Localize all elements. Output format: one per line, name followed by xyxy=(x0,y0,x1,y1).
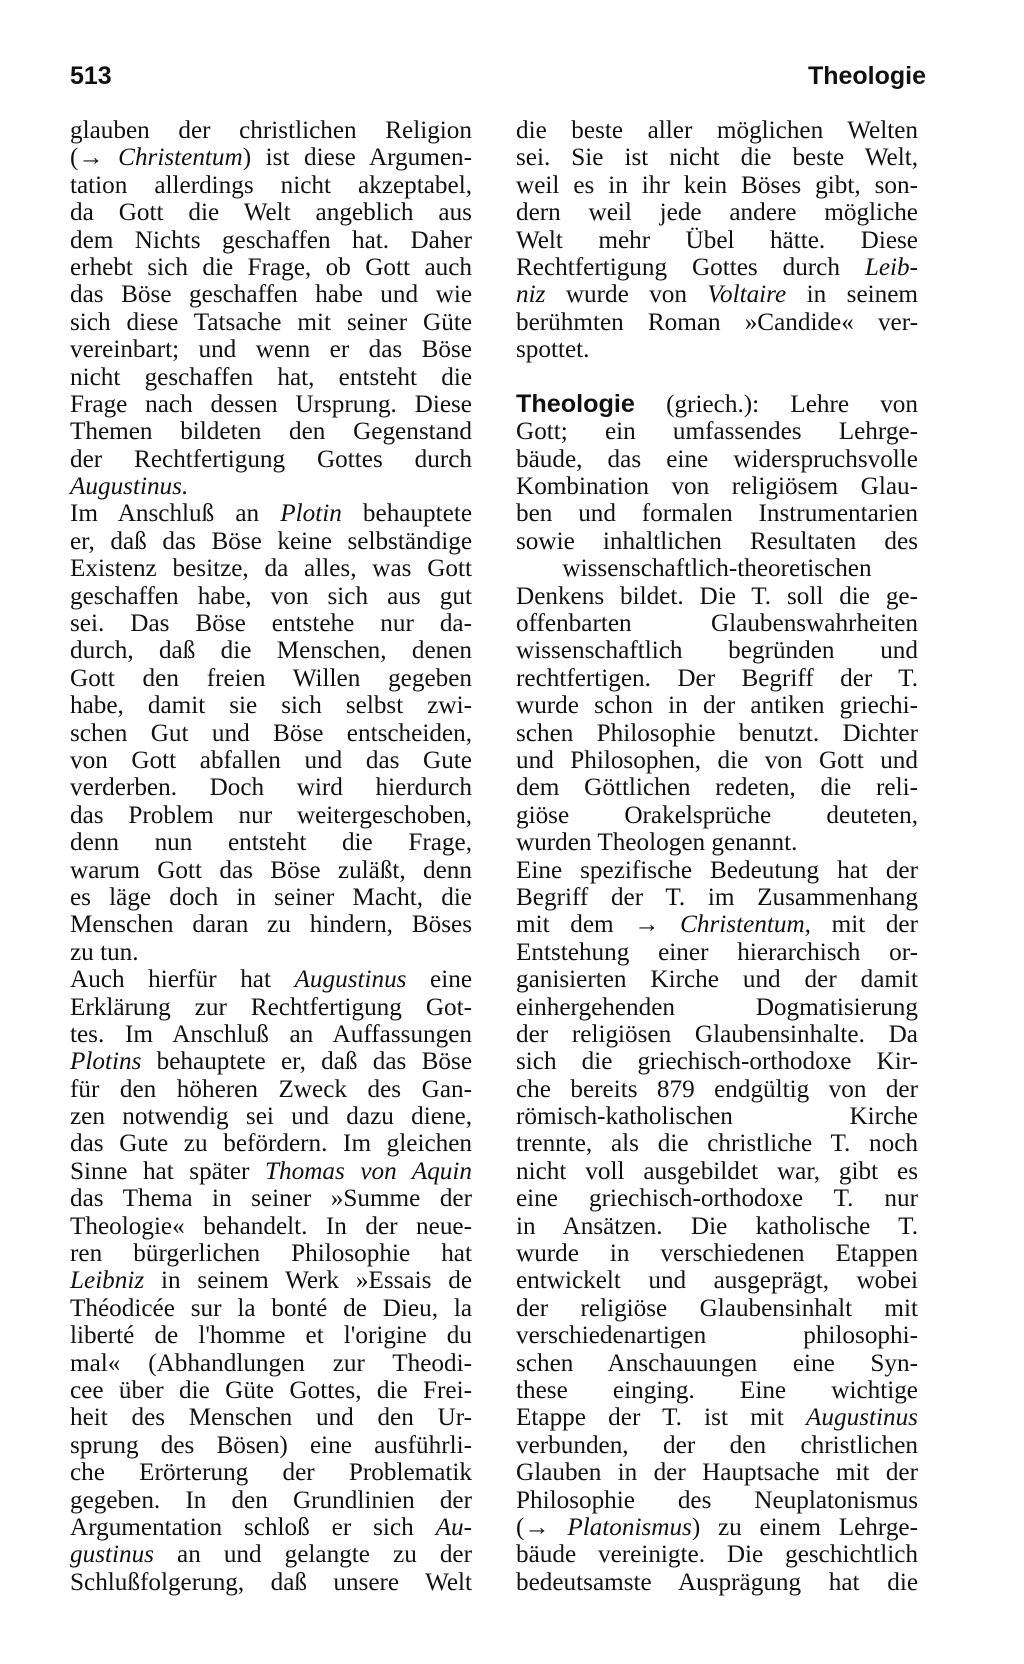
text-segment: ) ist diese Argumen- xyxy=(242,144,472,172)
text-line xyxy=(70,720,472,747)
text-line xyxy=(516,857,918,884)
text-segment: nicht geschaffen hat, entsteht die xyxy=(70,363,472,391)
running-header-title: Theologie xyxy=(807,62,926,90)
text-segment: Gott den freien Willen gegeben xyxy=(70,664,472,692)
text-line xyxy=(516,966,918,993)
text-segment: dem Göttlichen redeten, die reli- xyxy=(516,774,918,802)
text-line xyxy=(516,1240,918,1267)
text-line xyxy=(516,117,918,144)
text-segment: durch, daß die Menschen, denen xyxy=(70,637,472,665)
text-segment: tes. Im Anschluß an Auffassungen xyxy=(70,1020,472,1048)
text-line xyxy=(70,1432,472,1459)
text-segment: Menschen daran zu hindern, Böses xyxy=(70,911,472,939)
text-segment: che bereits 879 endgültig von der xyxy=(516,1075,918,1103)
text-segment: (→ xyxy=(516,1513,568,1541)
text-segment: sei. Das Böse entstehe nur da- xyxy=(70,610,472,638)
text-line xyxy=(70,117,472,144)
text-line xyxy=(516,199,918,226)
paragraph-gap xyxy=(516,364,918,391)
text-line xyxy=(70,774,472,801)
text-line xyxy=(516,391,918,418)
text-segment: Auch hierfür hat xyxy=(70,966,295,994)
text-line xyxy=(70,199,472,226)
text-line xyxy=(70,418,472,445)
text-segment: glauben der christlichen Religion xyxy=(70,117,472,144)
text-segment: mit dem → xyxy=(516,911,681,939)
text-line xyxy=(70,1267,472,1294)
text-segment: ben und formalen Instrumentarien xyxy=(516,500,918,528)
text-segment: sich die griechisch-orthodoxe Kir- xyxy=(516,1048,918,1076)
text-line xyxy=(516,281,918,308)
text-line xyxy=(70,583,472,610)
text-segment: giöse Orakelsprüche deuteten, xyxy=(516,801,918,829)
text-line xyxy=(516,1487,918,1514)
text-segment: bäude, das eine widerspruchsvolle xyxy=(516,445,918,473)
text-line xyxy=(516,610,918,637)
text-segment: der Rechtfertigung Gottes durch xyxy=(70,445,472,473)
text-line xyxy=(516,227,918,254)
text-line xyxy=(70,391,472,418)
text-segment: ) zu einem Lehrge- xyxy=(691,1513,918,1541)
text-segment: schen Anschauungen eine Syn- xyxy=(516,1349,918,1377)
text-line xyxy=(70,1158,472,1185)
text-segment: Welt mehr Übel hätte. Diese xyxy=(516,226,918,254)
text-line xyxy=(516,254,918,281)
italic-reference: Plotins xyxy=(70,1048,142,1076)
text-line xyxy=(70,665,472,692)
text-segment: Erklärung zur Rechtfertigung Got- xyxy=(70,993,472,1021)
text-line xyxy=(70,1076,472,1103)
text-segment: wissenschaftlich begründen und xyxy=(516,637,918,665)
text-segment: warum Gott das Böse zuläßt, denn xyxy=(70,856,472,884)
text-line xyxy=(516,939,918,966)
text-line xyxy=(70,172,472,199)
text-line xyxy=(516,1541,918,1568)
text-line xyxy=(70,1569,472,1596)
text-segment: das Gute zu befördern. Im gleichen xyxy=(70,1130,472,1158)
text-line xyxy=(70,747,472,774)
text-segment: Im Anschluß an xyxy=(70,500,281,528)
text-line xyxy=(70,336,472,363)
text-line xyxy=(516,500,918,527)
text-line xyxy=(516,1213,918,1240)
text-line xyxy=(70,528,472,555)
text-segment: denn nun entsteht die Frage, xyxy=(70,829,472,857)
text-line xyxy=(516,1514,918,1541)
text-line xyxy=(70,1350,472,1377)
text-line xyxy=(70,1130,472,1157)
text-segment: Schlußfolgerung, daß unsere Welt xyxy=(70,1568,472,1596)
text-segment: ganisierten Kirche und der damit xyxy=(516,966,918,994)
italic-reference: Thomas von Aquin xyxy=(265,1157,472,1185)
text-segment: nicht voll ausgebildet war, gibt es xyxy=(516,1157,918,1185)
text-segment: wurde schon in der antiken griechi- xyxy=(516,692,918,720)
text-segment: mit der xyxy=(810,911,919,939)
italic-reference: Voltaire xyxy=(707,281,787,309)
text-segment: sich diese Tatsache mit seiner Güte xyxy=(70,308,472,336)
text-segment: vereinbart; und wenn er das Böse xyxy=(70,336,472,364)
text-segment: cee über die Güte Gottes, die Frei- xyxy=(70,1376,472,1404)
text-segment: che Erörterung der Problematik xyxy=(70,1459,472,1487)
text-segment: spottet. xyxy=(516,336,590,364)
text-segment: Themen bildeten den Gegenstand xyxy=(70,418,472,446)
text-line xyxy=(70,884,472,911)
text-segment: das Problem nur weitergeschoben, xyxy=(70,801,472,829)
text-segment: in seinem Werk »Essais de xyxy=(144,1267,472,1295)
italic-reference: Augustinus xyxy=(806,1404,918,1432)
text-segment: gegeben. In den Grundlinien der xyxy=(70,1486,472,1514)
text-line xyxy=(516,583,918,610)
text-line xyxy=(516,309,918,336)
text-line xyxy=(516,473,918,500)
text-line xyxy=(516,1459,918,1486)
text-line xyxy=(516,1377,918,1404)
text-line xyxy=(70,1213,472,1240)
entry-term: Theologie xyxy=(516,389,635,418)
text-segment: sei. Sie ist nicht die beste Welt, xyxy=(516,144,918,172)
page-number: 513 xyxy=(70,62,112,90)
text-segment: schen Gut und Böse entscheiden, xyxy=(70,719,472,747)
text-segment: Théodicée sur la bonté de Dieu, la xyxy=(70,1294,472,1322)
text-segment: dem Nichts geschaffen hat. Daher xyxy=(70,226,472,254)
text-segment: Etappe der T. ist mit xyxy=(516,1404,807,1432)
text-column-left xyxy=(70,117,472,1596)
text-line xyxy=(516,1322,918,1349)
text-segment: an und gelangte zu der xyxy=(153,1541,472,1569)
text-line xyxy=(516,446,918,473)
text-segment: Existenz besitze, da alles, was Gott xyxy=(70,555,472,583)
text-segment: bäude vereinigte. Die geschichtlich xyxy=(516,1541,918,1569)
text-segment: Eine spezifische Bedeutung hat der xyxy=(516,856,918,884)
text-segment: behauptete er, daß das Böse xyxy=(141,1048,472,1076)
text-segment: da Gott die Welt angeblich aus xyxy=(70,199,472,227)
text-line xyxy=(516,1569,918,1596)
text-segment: wurde in verschiedenen Etappen xyxy=(516,1240,918,1268)
text-segment: das Böse geschaffen habe und wie xyxy=(70,281,472,309)
text-segment: Kombination von religiösem Glau- xyxy=(516,473,918,501)
text-segment: Denkens bildet. Die T. soll die ge- xyxy=(516,582,918,610)
text-segment: wurde von xyxy=(545,281,708,309)
text-line xyxy=(70,829,472,856)
text-line xyxy=(70,692,472,719)
text-line xyxy=(70,1459,472,1486)
text-line xyxy=(516,1267,918,1294)
text-line xyxy=(516,884,918,911)
text-line xyxy=(516,1103,918,1130)
text-segment: römisch-katholischen Kirche xyxy=(516,1103,918,1131)
text-line xyxy=(516,1404,918,1431)
text-segment: zu tun. xyxy=(70,938,139,966)
text-column-right xyxy=(516,117,918,1596)
italic-reference: niz xyxy=(516,281,546,309)
text-segment: und Philosophen, die von Gott und xyxy=(516,746,918,774)
text-line xyxy=(516,1048,918,1075)
text-segment: die beste aller möglichen Welten xyxy=(516,117,918,144)
text-segment: verbunden, der den christlichen xyxy=(516,1431,918,1459)
text-line xyxy=(516,418,918,445)
text-line xyxy=(516,1432,918,1459)
text-line xyxy=(516,1158,918,1185)
text-segment: eine xyxy=(406,966,473,994)
text-segment: (→ xyxy=(70,144,119,172)
text-line xyxy=(516,528,918,555)
text-line xyxy=(70,610,472,637)
text-segment: liberté de l'homme et l'origine du xyxy=(70,1322,472,1350)
text-segment: mal« (Abhandlungen zur Theodi- xyxy=(70,1349,472,1377)
text-line xyxy=(516,1130,918,1157)
text-segment: sowie inhaltlichen Resultaten des xyxy=(516,527,918,555)
text-line xyxy=(70,254,472,281)
italic-reference: Leibniz xyxy=(70,1267,145,1295)
text-segment: eine griechisch-orthodoxe T. nur xyxy=(516,1185,918,1213)
text-segment: geschaffen habe, von sich aus gut xyxy=(70,582,472,610)
text-line xyxy=(516,172,918,199)
text-segment: tation allerdings nicht akzeptabel, xyxy=(70,171,472,199)
text-line xyxy=(70,446,472,473)
italic-reference: Augustinus. xyxy=(70,473,189,501)
text-segment: verschiedenartigen philosophi- xyxy=(516,1322,918,1350)
text-line xyxy=(70,939,472,966)
italic-reference: Plotin xyxy=(280,500,342,528)
text-line xyxy=(70,364,472,391)
text-line xyxy=(70,1103,472,1130)
text-segment: von Gott abfallen und das Gute xyxy=(70,746,472,774)
text-line xyxy=(516,720,918,747)
text-segment: verderben. Doch wird hierdurch xyxy=(70,774,472,802)
text-line xyxy=(70,1185,472,1212)
text-segment: dern weil jede andere mögliche xyxy=(516,199,918,227)
text-segment: zen notwendig sei und dazu diene, xyxy=(70,1103,472,1131)
text-line xyxy=(516,1295,918,1322)
text-segment: bedeutsamste Ausprägung hat die xyxy=(516,1568,918,1596)
text-segment: rechtfertigen. Der Begriff der T. xyxy=(516,664,918,692)
text-line xyxy=(70,1487,472,1514)
text-line xyxy=(70,473,472,500)
text-line xyxy=(516,994,918,1021)
text-segment: Rechtfertigung Gottes durch xyxy=(516,253,865,281)
text-line xyxy=(516,774,918,801)
text-line xyxy=(516,665,918,692)
text-line xyxy=(516,1350,918,1377)
text-segment: erhebt sich die Frage, ob Gott auch xyxy=(70,253,472,281)
text-segment: er, daß das Böse keine selbständige xyxy=(70,527,472,555)
italic-reference: Christentum xyxy=(118,144,243,172)
text-segment: das Thema in seiner »Summe der xyxy=(70,1185,472,1213)
text-line xyxy=(516,336,918,363)
text-line xyxy=(516,911,918,938)
text-line xyxy=(516,637,918,664)
italic-reference: Au- xyxy=(435,1513,472,1541)
text-segment: Argumentation schloß er sich xyxy=(70,1513,436,1541)
text-segment: wissenschaftlich-theoretischen xyxy=(562,555,872,583)
text-line xyxy=(70,1404,472,1431)
text-segment: trennte, als die christliche T. noch xyxy=(516,1130,918,1158)
text-segment: wurden Theologen genannt. xyxy=(516,829,798,857)
text-line xyxy=(70,857,472,884)
text-line xyxy=(70,500,472,527)
italic-reference: Augustinus xyxy=(294,966,407,994)
text-line xyxy=(70,1377,472,1404)
text-line xyxy=(516,829,918,856)
text-line xyxy=(70,1048,472,1075)
text-segment: berühmten Roman »Candide« ver- xyxy=(516,308,918,336)
text-line xyxy=(70,309,472,336)
text-line xyxy=(70,1541,472,1568)
text-line xyxy=(70,1021,472,1048)
text-segment: für den höheren Zweck des Gan- xyxy=(70,1075,472,1103)
text-line xyxy=(70,227,472,254)
text-line xyxy=(516,802,918,829)
text-segment: these einging. Eine wichtige xyxy=(516,1376,918,1404)
text-segment: Begriff der T. im Zusammenhang xyxy=(516,883,918,911)
text-segment: entwickelt und ausgeprägt, wobei xyxy=(516,1267,918,1295)
italic-reference: Leib- xyxy=(864,253,918,281)
text-segment: Theologie« behandelt. In der neue- xyxy=(70,1212,472,1240)
text-line xyxy=(70,1322,472,1349)
text-segment: Glauben in der Hauptsache mit der xyxy=(516,1459,918,1487)
text-segment: heit des Menschen und den Ur- xyxy=(70,1404,472,1432)
text-segment: Philosophie des Neuplatonismus xyxy=(516,1486,918,1514)
text-segment: behauptete xyxy=(341,500,473,528)
text-line xyxy=(516,1021,918,1048)
text-segment: habe, damit sie sich selbst zwi- xyxy=(70,692,472,720)
text-segment: in Ansätzen. Die katholische T. xyxy=(516,1212,918,1240)
italic-reference: Christentum, xyxy=(680,911,811,939)
text-line xyxy=(516,1076,918,1103)
text-segment: Sinne hat später xyxy=(70,1157,265,1185)
italic-reference: Platonismus xyxy=(567,1513,692,1541)
text-segment: Entstehung einer hierarchisch or- xyxy=(516,938,918,966)
text-segment: in seinem xyxy=(786,281,918,309)
text-line xyxy=(70,281,472,308)
text-line xyxy=(70,144,472,171)
text-line xyxy=(70,1514,472,1541)
text-segment: weil es in ihr kein Böses gibt, son- xyxy=(516,171,918,199)
text-segment: einhergehenden Dogmatisierung xyxy=(516,993,918,1021)
text-segment: offenbarten Glaubenswahrheiten xyxy=(516,610,918,638)
text-line xyxy=(516,555,918,582)
text-segment: Frage nach dessen Ursprung. Diese xyxy=(70,390,472,418)
text-segment: Gott; ein umfassendes Lehrge- xyxy=(516,418,918,446)
text-line xyxy=(70,966,472,993)
text-segment: es läge doch in seiner Macht, die xyxy=(70,883,472,911)
text-line xyxy=(70,637,472,664)
text-line xyxy=(70,802,472,829)
text-segment: ren bürgerlichen Philosophie hat xyxy=(70,1240,472,1268)
text-line xyxy=(70,1240,472,1267)
text-segment: (griech.): Lehre von xyxy=(634,390,918,418)
text-line xyxy=(516,692,918,719)
text-line xyxy=(516,144,918,171)
text-line xyxy=(70,911,472,938)
italic-reference: gustinus xyxy=(70,1541,154,1569)
text-segment: schen Philosophie benutzt. Dichter xyxy=(516,719,918,747)
text-segment: sprung des Bösen) eine ausführli- xyxy=(70,1431,472,1459)
text-line xyxy=(70,555,472,582)
text-line xyxy=(70,1295,472,1322)
text-line xyxy=(516,747,918,774)
text-line xyxy=(70,994,472,1021)
text-segment: der religiösen Glaubensinhalte. Da xyxy=(516,1020,918,1048)
text-line xyxy=(516,1185,918,1212)
text-segment: der religiöse Glaubensinhalt mit xyxy=(516,1294,918,1322)
